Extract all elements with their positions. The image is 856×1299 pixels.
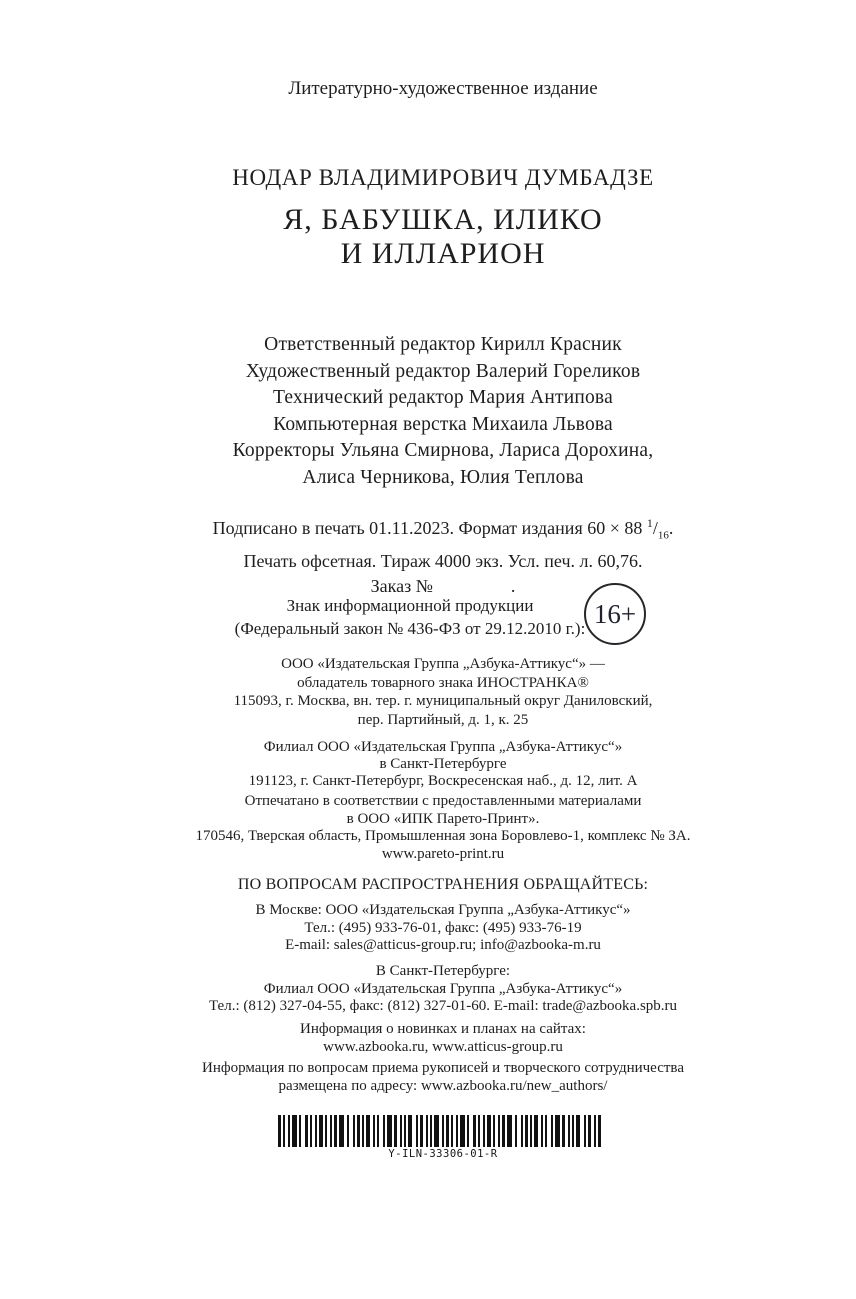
news-sites-line-2: www.azbooka.ru, www.atticus-group.ru xyxy=(323,1038,563,1055)
branch-line-2: в Санкт-Петербурге xyxy=(379,756,507,772)
barcode xyxy=(278,1115,608,1160)
credit-art-editor: Художественный редактор Валерий Гореликов xyxy=(245,360,641,382)
news-sites-block xyxy=(30,1021,856,1056)
printed-website: www.pareto-print.ru xyxy=(381,845,505,862)
age-rating-note xyxy=(0,594,820,640)
spb-line-2: Филиал ООО «Издательская Группа „Азбука-Аттикус“» xyxy=(263,980,623,997)
branch-block xyxy=(30,739,856,790)
publisher-address-line-2: пер. Партийный, д. 1, к. 25 xyxy=(357,711,529,728)
credit-technical-editor: Технический редактор Мария Антипова xyxy=(273,387,613,408)
format-fraction-slash: / xyxy=(652,518,658,538)
distribution-spb-block xyxy=(30,963,856,1016)
credit-managing-editor: Ответственный редактор Кирилл Красник xyxy=(264,334,622,355)
manuscripts-line-2: размещена по адресу: www.azbooka.ru/new_authors/ xyxy=(278,1077,608,1094)
print-date-format-line: Подписано в печать 01.11.2023. Формат издания 60 × 88 $^1/_{16}$. xyxy=(212,516,674,542)
moscow-line-1: В Москве: ООО «Издательская Группа „Азбука-Аттикус“» xyxy=(255,902,631,918)
printed-address: 170546, Тверская область, Промышленная зона Боровлево-1, комплекс № ЗА. xyxy=(195,828,691,844)
moscow-email-line: E-mail: sales@atticus-group.ru; info@azbooka-m.ru xyxy=(285,937,601,953)
spb-line-1: В Санкт-Петербурге: xyxy=(375,963,511,979)
credit-layout: Компьютерная верстка Михаила Львова xyxy=(273,413,613,435)
branch-address: 191123, г. Санкт-Петербург, Воскресенская наб., д. 12, лит. А xyxy=(248,773,638,789)
publisher-block xyxy=(30,655,856,729)
age-rating-value: 16+ xyxy=(593,598,637,629)
book-title-line-1: Я, БАБУШКА, ИЛИКО xyxy=(283,203,603,236)
printed-line-2: в ООО «ИПК Парето-Принт». xyxy=(346,810,540,827)
book-title-line-2: И ИЛЛАРИОН xyxy=(340,237,546,270)
publisher-line-1: ООО «Издательская Группа „Азбука-Аттикус“» — xyxy=(281,656,605,672)
printing-house-block xyxy=(30,793,856,863)
book-title xyxy=(30,203,856,271)
author-name: НОДАР ВЛАДИМИРОВИЧ ДУМБАДЗЕ xyxy=(232,165,654,190)
publisher-line-2: обладатель товарного знака ИНОСТРАНКА® xyxy=(297,674,589,691)
printed-line-1: Отпечатано в соответствии с предоставленными материалами xyxy=(244,793,642,809)
moscow-phone-line: Тел.: (495) 933-76-01, факс: (495) 933-76-19 xyxy=(304,919,582,936)
format-fraction-numerator: 1 xyxy=(646,516,653,530)
age-rating-badge xyxy=(584,583,646,645)
print-tirage-line: Печать офсетная. Тираж 4000 экз. Усл. печ. л. 60,76. xyxy=(243,550,643,571)
manuscripts-info-block xyxy=(30,1060,856,1095)
age-rating-note-line-1: Знак информационной продукции xyxy=(286,596,534,615)
publisher-address-line-1: 115093, г. Москва, вн. тер. г. муниципальный округ Даниловский, xyxy=(233,693,653,709)
barcode-bars xyxy=(278,1115,608,1147)
branch-line-1: Филиал ООО «Издательская Группа „Азбука-Аттикус“» xyxy=(263,739,623,755)
spb-phone-email-line: Тел.: (812) 327-04-55, факс: (812) 327-01-60. E-mail: trade@azbooka.spb.ru xyxy=(208,998,678,1014)
format-fraction-denominator: 16 xyxy=(657,529,669,542)
staff-credits xyxy=(30,332,856,491)
print-run-info xyxy=(30,511,856,599)
credit-proofreaders-line-2: Алиса Черникова, Юлия Теплова xyxy=(302,466,584,488)
distribution-header: ПО ВОПРОСАМ РАСПРОСТРАНЕНИЯ ОБРАЩАЙТЕСЬ: xyxy=(237,876,649,893)
age-rating-note-line-2: (Федеральный закон № 436-ФЗ от 29.12.2010 г.): xyxy=(234,619,586,638)
order-number-label: Заказ № xyxy=(370,575,433,596)
edition-type-label: Литературно-художественное издание xyxy=(288,78,598,99)
credit-proofreaders-line-1: Корректоры Ульяна Смирнова, Лариса Дорохина, xyxy=(232,440,654,461)
manuscripts-line-1: Информация по вопросам приема рукописей и творческого сотрудничества xyxy=(202,1060,684,1076)
news-sites-line-1: Информация о новинках и планах на сайтах: xyxy=(300,1021,586,1037)
order-number-line: Заказ № . xyxy=(370,575,516,596)
distribution-moscow-block xyxy=(30,902,856,955)
barcode-text: Y-ILN-33306-01-R xyxy=(388,1148,498,1160)
